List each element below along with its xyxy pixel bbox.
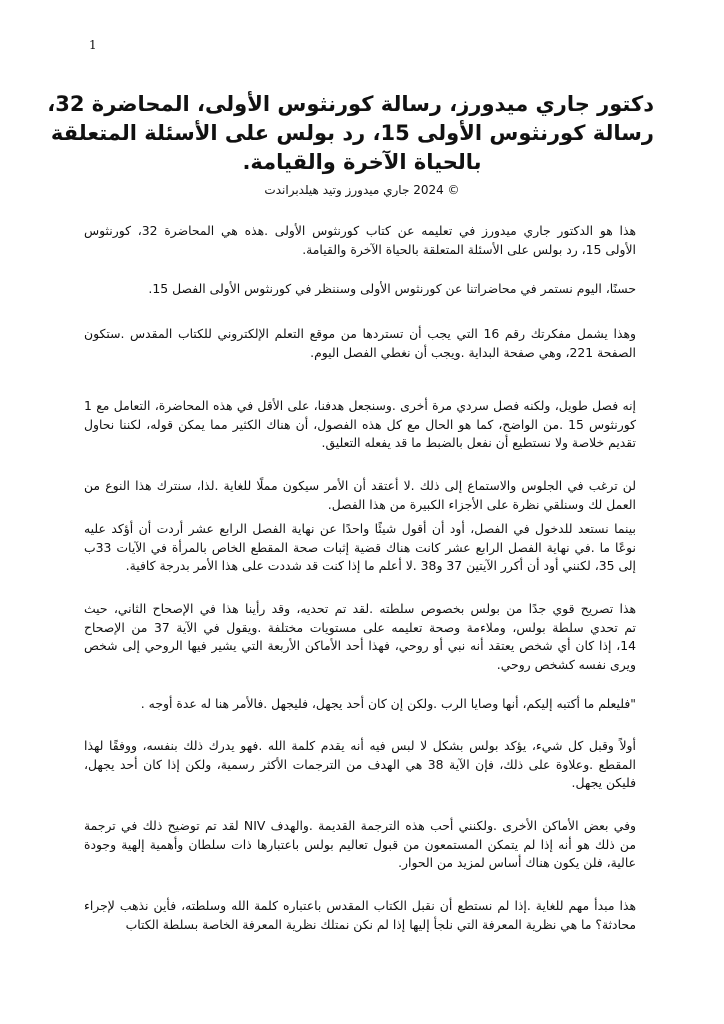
text-line: فليكن يجهل.	[571, 775, 636, 791]
text-line: العمل لك وسنلقي نظرة على الأجزاء الكبيرة من هذا الفصل.	[327, 496, 636, 512]
text-line: حسنًا، اليوم نستمر في محاضراتنا عن كورنثوس الأولى وسننظر في كورنثوس الأولى الفصل 15.	[148, 281, 636, 296]
text-line: المقطع .وعلاوة على ذلك، فإن الآية 38 هي الهدف من الترجمات الأكثر رسمية، ولكن إذا كان أحد يجهل،	[84, 756, 637, 772]
text-line: هذا مبدأ مهم للغاية .إذا لم نستطع أن نقبل الكتاب المقدس باعتباره كلمة الله وسلطته، فأين نذهب لإجراء	[84, 898, 636, 913]
text-line: بينما نستعد للدخول في الفصل، أود أن أقول شيئًا واحدًا عن نهاية الفصل الرابع عشر أردت أن أؤكد عليه	[84, 521, 636, 536]
text-line: ويرى نفسه كشخص روحي.	[496, 656, 636, 672]
text-line: من ذلك هو أنه إذا لم يتمكن المستمعون من قبول تعاليم بولس باعتبارها ذات سلطان وأهمية إلهية وجودة	[84, 836, 636, 852]
text-line: وهذا يشمل مفكرتك رقم 16 التي يجب أن تستردها من موقع التعلم الإلكتروني للكتاب المقدس .ستكون	[84, 326, 636, 341]
text-line: تقديم خلاصة ولا نستطيع أن نفعل بالضبط ما قد يفعله التعليق.	[321, 435, 636, 451]
text-line: "فليعلم ما أكتبه إليكم، أنها وصايا الرب .ولكن إن كان أحد يجهل، فليجهل .فالأمر هنا له عدة أوجه .	[140, 696, 636, 711]
text-line: تم تحدي سلطة بولس، وملاءمة وصحة تعليمه على مستويات مختلفة .ويقول في الآية 37 من الإصحاح	[84, 619, 637, 635]
text-line: إلى 35، لكنني أود أن أكرر الآيتين 37 و38 .لا أعلم ما إذا كنت قد شددت على هذا الأمر بدرجة كافية.	[125, 558, 636, 574]
text-line: الصفحة 221، وهي صفحة البداية .ويجب أن نغطي الفصل اليوم.	[310, 344, 636, 360]
title-line: بالحياة الآخرة والقيامة.	[242, 150, 482, 174]
title-line: رسالة كورنثوس الأولى 15، رد بولس على الأسئلة المتعلقة	[50, 121, 654, 145]
paragraph	[84, 222, 636, 259]
paragraph	[84, 817, 636, 873]
paragraph	[84, 600, 636, 674]
document-title	[47, 90, 654, 177]
text-line: هذا هو الدكتور جاري ميدورز في تعليمه عن كتاب كورنثوس الأولى .هذه هي المحاضرة 32، كورنثوس	[84, 223, 637, 238]
text-line: إنه فصل طويل، ولكنه فصل سردي مرة أخرى .وسنجعل هدفنا، على الأقل في هذه المحاضرة، التعامل مع 1	[84, 398, 636, 413]
text-line: وفي بعض الأماكن الأخرى .ولكنني أحب هذه الترجمة القديمة .والهدف NIV لقد تم توضيح ذلك في ترجمة	[84, 818, 637, 833]
text-line: نوعًا ما .في نهاية الفصل الرابع عشر كانت هناك قضية إثبات صحة المقطع الخاص بالمرأة في الآيات 33ب	[84, 539, 636, 555]
paragraph	[84, 477, 636, 514]
paragraph	[84, 325, 636, 362]
paragraph	[84, 280, 636, 299]
text-line: كورنثوس 15 .من الواضح، كما هو الحال مع كل هذه الفصول، أن هناك الكثير مما يمكن قوله، لكننا نحاول	[84, 416, 636, 432]
paragraph	[84, 897, 636, 934]
paragraph	[84, 695, 636, 714]
title-line: دكتور جاري ميدورز، رسالة كورنثوس الأولى، المحاضرة 32،	[47, 92, 654, 116]
text-line: الأولى 15، رد بولس على الأسئلة المتعلقة بالحياة الآخرة والقيامة.	[302, 241, 636, 257]
text-line: محادثة؟ ما هي نظرية المعرفة التي نلجأ إليها إذا لم نكن نمتلك نظرية المعرفة الخاصة بسلطة الكتاب	[125, 916, 636, 932]
page-number: 1	[89, 38, 97, 52]
text-line: عالية، فلن يكون هناك أساس لمزيد من الحوار.	[398, 855, 636, 871]
paragraph	[84, 397, 636, 453]
text-line: أولاً وقبل كل شيء، يؤكد بولس بشكل لا لبس فيه أنه يقدم كلمة الله .فهو يدرك ذلك بنفسه، ووفقًا لهذا	[84, 738, 636, 753]
copyright-line: © 2024 جاري ميدورز وتيد هيلدبراندت	[264, 183, 460, 197]
text-line: 14، إذا كان أي شخص يعتقد أنه نبي أو روحي، فهذا أحد الأماكن الأربعة التي يشير فيها الروحي إلى شخص	[84, 638, 636, 654]
paragraph	[84, 737, 636, 793]
text-line: لن ترغب في الجلوس والاستماع إلى ذلك .لا أعتقد أن الأمر سيكون مملًا للغاية .لذا، سنترك هذا النوع من	[84, 478, 636, 493]
text-line: هذا تصريح قوي جدًا من بولس بخصوص سلطته .لقد تم تحديه، وقد رأينا هذا في الإصحاح الثاني، حيث	[84, 601, 636, 616]
paragraph	[84, 520, 636, 576]
